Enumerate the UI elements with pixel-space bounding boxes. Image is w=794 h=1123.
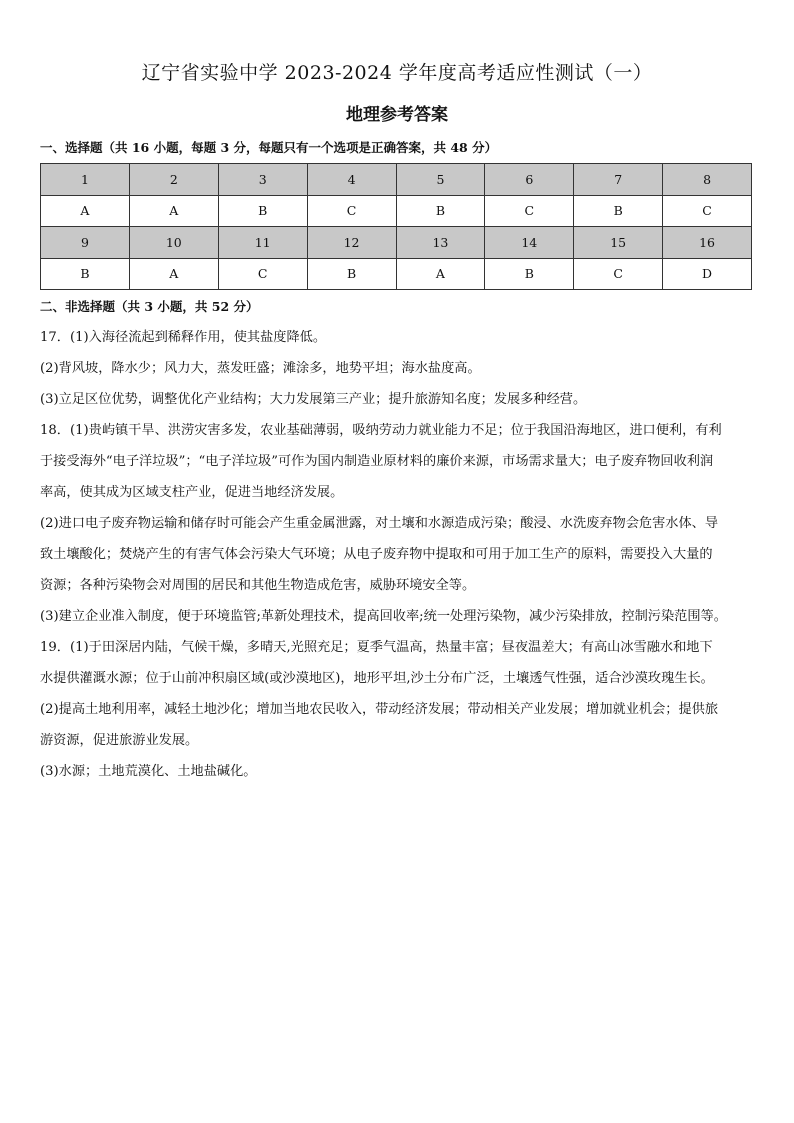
question-number-cell: 12 — [307, 227, 396, 259]
answer-line: 水提供灌溉水源；位于山前冲积扇区域(或沙漠地区)，地形平坦,沙土分布广泛，土壤透气性强，适合沙漠玫瑰生长。 — [40, 671, 714, 686]
answer-line: 游资源，促进旅游业发展。 — [40, 733, 199, 748]
answer-line: (3)立足区位优势，调整优化产业结构；大力发展第三产业；提升旅游知名度；发展多种经营。 — [40, 392, 587, 407]
question-number-cell: 9 — [41, 227, 130, 259]
answer-line: (3)建立企业准入制度，便于环境监管;革新处理技术，提高回收率;统一处理污染物，减少污染排放，控制污染范围等。 — [40, 609, 727, 624]
answer-cell: A — [129, 195, 218, 227]
answer-cell: A — [129, 258, 218, 290]
answer-row — [41, 258, 752, 290]
answer-line: 19．(1)于田深居内陆，气候干燥，多晴天,光照充足；夏季气温高，热量丰富；昼夜温差大；有高山冰雪融水和地下 — [40, 640, 713, 655]
question-number-cell: 4 — [307, 164, 396, 196]
answer-line: (2)背风坡，降水少；风力大，蒸发旺盛；滩涂多，地势平坦；海水盐度高。 — [40, 361, 481, 376]
answer-line: (2)进口电子废弃物运输和储存时可能会产生重金属泄露，对土壤和水源造成污染；酸浸、水洗废弃物会危害水体、导 — [40, 516, 719, 531]
answer-line: 于接受海外“电子洋垃圾”；“电子洋垃圾”可作为国内制造业原材料的廉价来源，市场需求量大；电子废弃物回收利润 — [40, 454, 714, 469]
answer-line: 率高，使其成为区域支柱产业，促进当地经济发展。 — [40, 485, 344, 500]
question-number-cell: 13 — [396, 227, 485, 259]
answer-cell: A — [396, 258, 485, 290]
answer-cell: B — [218, 195, 307, 227]
answer-cell: C — [307, 195, 396, 227]
question-number-cell: 3 — [218, 164, 307, 196]
answer-line: 致土壤酸化；焚烧产生的有害气体会污染大气环境；从电子废弃物中提取和可用于加工生产的原料，需要投入大量的 — [40, 547, 713, 562]
answer-cell: B — [307, 258, 396, 290]
answer-cell: A — [41, 195, 130, 227]
answer-cell: C — [218, 258, 307, 290]
answer-cell: B — [41, 258, 130, 290]
page-title: 辽宁省实验中学 2023-2024 学年度高考适应性测试（一） — [141, 62, 653, 84]
question-number-cell: 6 — [485, 164, 574, 196]
question-number-cell: 15 — [574, 227, 663, 259]
answer-cell: C — [485, 195, 574, 227]
answer-cell: B — [396, 195, 485, 227]
page-subtitle: 地理参考答案 — [346, 105, 448, 125]
question-number-cell: 1 — [41, 164, 130, 196]
section-1-heading: 一、选择题（共 16 小题，每题 3 分，每题只有一个选项是正确答案，共 48 分） — [40, 140, 498, 155]
question-number-cell: 16 — [663, 227, 752, 259]
question-number-row — [41, 164, 752, 196]
answer-cell: C — [574, 258, 663, 290]
answer-line: (3)水源；土地荒漠化、土地盐碱化。 — [40, 764, 257, 779]
section-2-heading: 二、非选择题（共 3 小题，共 52 分） — [40, 299, 259, 314]
answer-line: 18．(1)贵屿镇干旱、洪涝灾害多发，农业基础薄弱，吸纳劳动力就业能力不足；位于我国沿海地区，进口便利，有利 — [40, 423, 722, 438]
question-number-cell: 7 — [574, 164, 663, 196]
answer-cell: B — [574, 195, 663, 227]
question-number-cell: 5 — [396, 164, 485, 196]
question-number-cell: 10 — [129, 227, 218, 259]
answer-line: (2)提高土地利用率，减轻土地沙化；增加当地农民收入，带动经济发展；带动相关产业发展；增加就业机会；提供旅 — [40, 702, 719, 717]
answer-cell: B — [485, 258, 574, 290]
free-response-answers — [40, 322, 764, 787]
multiple-choice-answer-table — [40, 163, 752, 290]
answer-line: 资源；各种污染物会对周围的居民和其他生物造成危害，威胁环境安全等。 — [40, 578, 476, 593]
answer-row — [41, 195, 752, 227]
answer-cell: C — [663, 195, 752, 227]
answer-line: 17．(1)入海径流起到稀释作用，使其盐度降低。 — [40, 330, 327, 345]
question-number-cell: 2 — [129, 164, 218, 196]
answer-cell: D — [663, 258, 752, 290]
question-number-cell: 11 — [218, 227, 307, 259]
question-number-row — [41, 227, 752, 259]
question-number-cell: 14 — [485, 227, 574, 259]
question-number-cell: 8 — [663, 164, 752, 196]
